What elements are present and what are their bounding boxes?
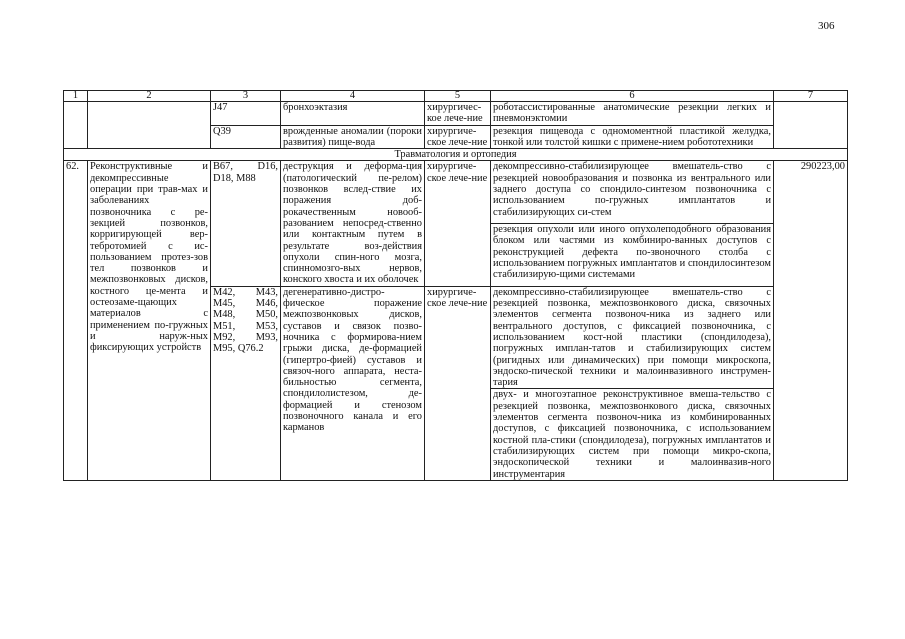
group-number: 62. xyxy=(64,161,88,480)
column-number: 2 xyxy=(88,91,211,102)
medical-care-table xyxy=(63,90,848,481)
column-number: 6 xyxy=(491,91,774,102)
treatment-method: роботассистированные анатомические резекции легких и пневмонэктомии xyxy=(491,102,774,126)
column-numbers-row xyxy=(64,91,848,102)
treatment-method: резекция опухоли или иного опухолеподобного образования блоком или частями из комбиниро-ванных доступов с реконструкцией дефекта по-звоночного столба с использованием погружных имплантатов и спондилосинтезом стабилизирую-щими системами xyxy=(491,224,774,287)
column-number: 1 xyxy=(64,91,88,102)
treatment-method: двух- и многоэтапное реконструктивное вмеша-тельство с резекцией позвонка, межпозвонкового диска, связочных элементов сегмента позвоноч-ника из комбинированных доступов, с фиксацией позвоночника, с использованием костной пла-стики (спондилодеза), погружных имплантатов и стабилизирующих систем при помощи микро-скопа, эндоскопической техники и малоинвазив-ного инструментария xyxy=(491,389,774,480)
column-number: 5 xyxy=(425,91,491,102)
diagnosis-codes: M42, M43, M45, M46, M48, M50, M51, M53, M92, M93, M95, Q76.2 xyxy=(211,286,281,480)
treatment-type: хирургиче-ское лече-ние xyxy=(425,125,491,149)
diagnosis-codes: J47 xyxy=(211,102,281,126)
column-number: 4 xyxy=(281,91,425,102)
treatment-method: резекция пищевода с одномоментной пластикой желудка, тонкой или толстой кишки с примене-нием робототехники xyxy=(491,125,774,149)
price-cell: 290223,00 xyxy=(774,161,848,480)
section-title: Травматология и ортопедия xyxy=(64,149,848,161)
column-number: 7 xyxy=(774,91,848,102)
column-number: 3 xyxy=(211,91,281,102)
treatment-type: хирургиче-ское лече-ние xyxy=(425,286,491,480)
treatment-type: хирургиче-ское лече-ние xyxy=(425,161,491,286)
empty-cell xyxy=(774,102,848,149)
group-name: Реконструктивные и декомпрессивные операции при трав-мах и заболеваниях позвоночника с ре-зекцией позвонков, корригирующей вер-тебротомией с ис-пользованием протез-зов тел позвонков и межпозвонковых дисков, костного це-мента и остеозаме-щающих материалов с применением по-гружных и наруж-ных фиксирующих устройств xyxy=(88,161,211,480)
page-number: 306 xyxy=(818,20,835,32)
treatment-type: хирургичес-кое лече-ние xyxy=(425,102,491,126)
treatment-method: декомпрессивно-стабилизирующее вмешатель-ство с резекцией позвонка, межпозвонкового диска, связочных элементов сегмента позвоноч-ника из заднего или вентрального доступов, с фиксацией позвоночника, с использованием кост-ной пластики (спондилодеза), погружных имплан-татов и стабилизирующих систем (ригидных или динамических) при помощи микроскопа, эндоско-пической техники и малоинвазивного инструмен-тария xyxy=(491,286,774,389)
condition-cell: бронхоэктазия xyxy=(281,102,425,126)
empty-cell xyxy=(64,102,88,149)
section-row xyxy=(64,149,848,161)
table-row xyxy=(64,102,848,126)
condition-cell: деструкция и деформа-ция (патологический пе-релом) позвонков вслед-ствие их поражения доб-рокачественным новооб-разованием непосред-ственно или контактным путем в результате воз-действия опухоли спин-ного мозга, спинномозго-вых нервов, конского хвоста и их оболочек xyxy=(281,161,425,286)
empty-cell xyxy=(88,102,211,149)
table-row xyxy=(64,161,848,224)
treatment-method: декомпрессивно-стабилизирующее вмешатель-ство с резекцией новообразования и позвонка из вентрального или заднего доступа со спондило-синтезом позвоночника с использованием по-гружных имплантатов и стабилизирующих си-стем xyxy=(491,161,774,224)
condition-cell: дегенеративно-дистро-фическое поражение межпозвонковых дисков, суставов и связок позво-ночника с формирова-нием грыжи диска, де-формацией (гипертро-фией) суставов и связоч-ного аппарата, неста-бильностью сегмента, спондилолистезом, де-формацией и стенозом позвоночного канала и его карманов xyxy=(281,286,425,480)
diagnosis-codes: B67, D16, D18, M88 xyxy=(211,161,281,286)
condition-cell: врожденные аномалии (пороки развития) пище-вода xyxy=(281,125,425,149)
diagnosis-codes: Q39 xyxy=(211,125,281,149)
